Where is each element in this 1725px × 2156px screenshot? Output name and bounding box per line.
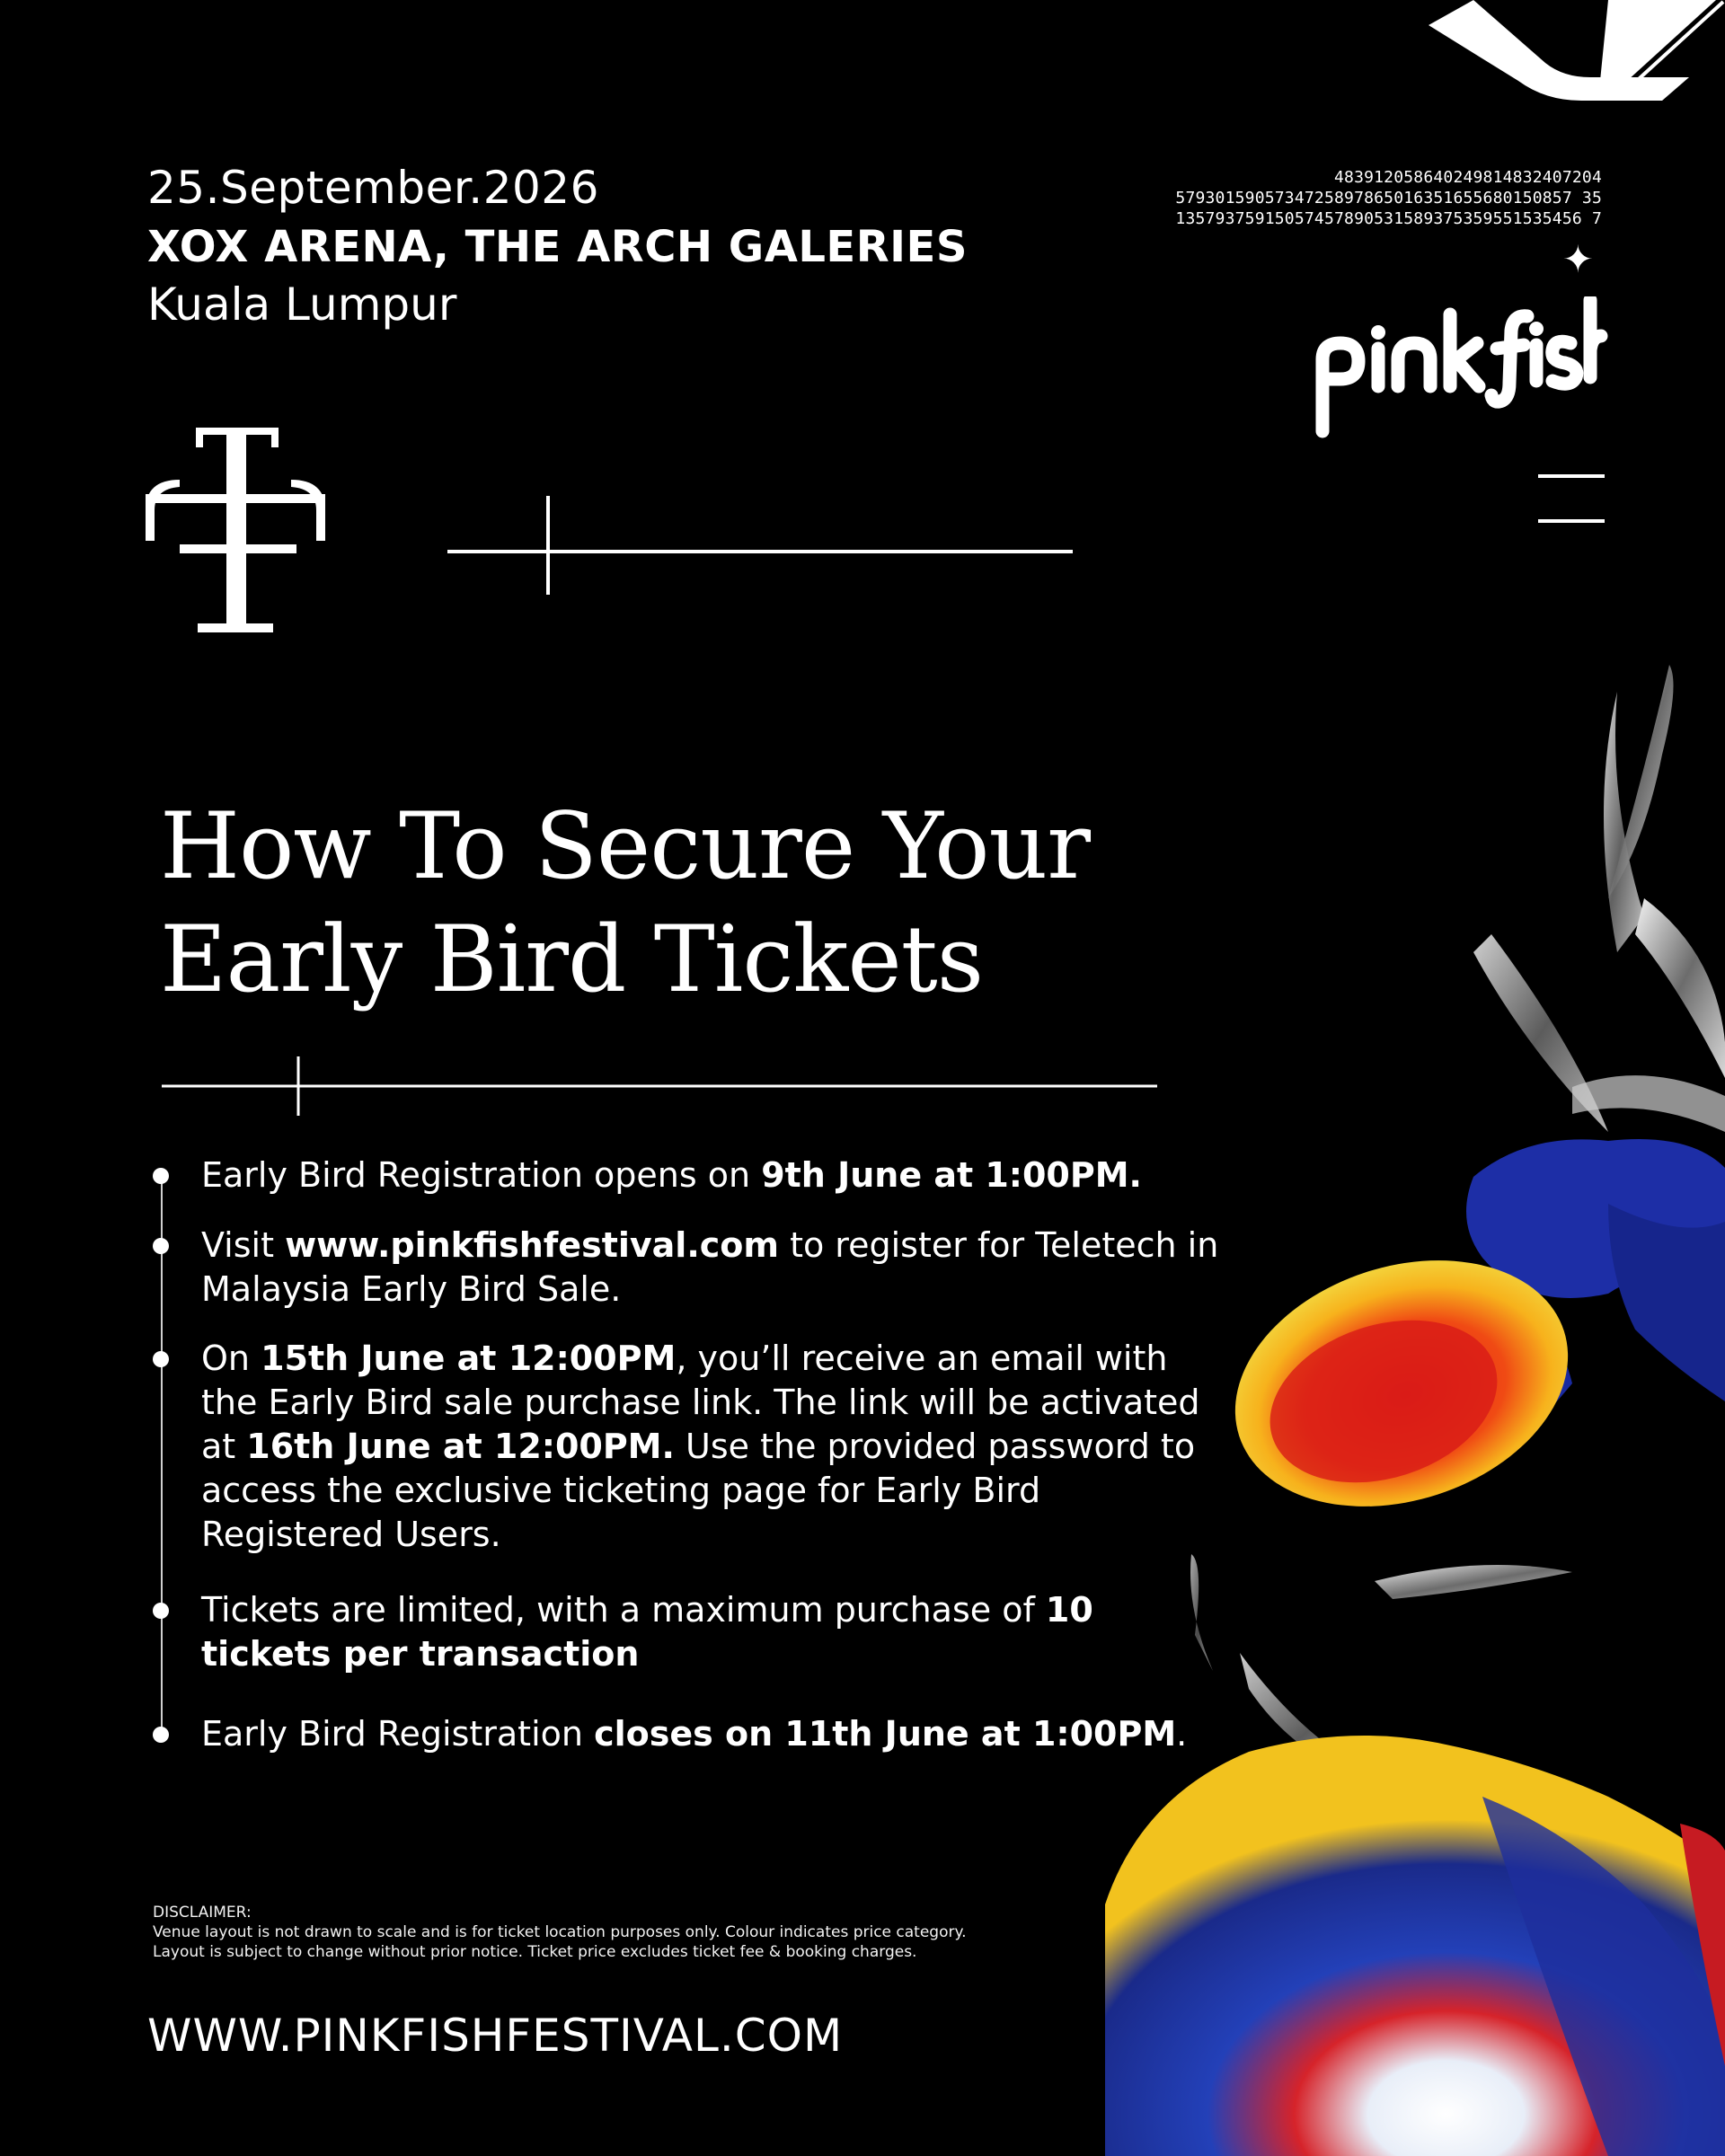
bullet-dot bbox=[153, 1238, 169, 1254]
divider-line bbox=[162, 1053, 1159, 1119]
emphasis-text: 10 tickets per transaction bbox=[201, 1590, 1093, 1674]
step-text: Tickets are limited, with a maximum purchase of 10 tickets per transaction bbox=[201, 1590, 1093, 1674]
emphasis-text: www.pinkfishfestival.com bbox=[285, 1225, 779, 1265]
emphasis-text: 16th June at 12:00PM. bbox=[246, 1427, 675, 1466]
code-line: 13579375915057457890531589375359551535456 7 bbox=[1175, 209, 1602, 228]
bullet-dot bbox=[153, 1603, 169, 1619]
code-line: 48391205864024981483240​7204 bbox=[1334, 168, 1602, 187]
sparkle-icon: ✦ bbox=[1561, 237, 1594, 281]
emphasis-text: 15th June at 12:00PM bbox=[261, 1339, 677, 1378]
headline bbox=[160, 791, 1090, 1017]
disclaimer-line: Venue layout is not drawn to scale and is for ticket location purposes only. Colour indicates price category. bbox=[153, 1923, 967, 1941]
timeline-line bbox=[161, 1173, 163, 1737]
bullet-dot bbox=[153, 1351, 169, 1367]
headline-line-1: How To Secure Your bbox=[160, 793, 1090, 900]
step-text: On 15th June at 12:00PM, you’ll receive an email with the Early Bird sale purchase link. The link will be activated at 16th June at 12:00PM. Use the provided password to access the exclusive ticketing page for Early Bird Registered Users. bbox=[201, 1339, 1200, 1554]
bullet-dot bbox=[153, 1168, 169, 1184]
website-link[interactable]: WWW.PINKFISHFESTIVAL.COM bbox=[147, 2010, 844, 2062]
step-text: Visit www.pinkfishfestival.com to register for Teletech in Malaysia Early Bird Sale. bbox=[201, 1225, 1219, 1309]
corner-arrow-graphic bbox=[1420, 0, 1725, 101]
headline-line-2: Early Bird Tickets bbox=[160, 906, 984, 1013]
step-text: Early Bird Registration opens on 9th June at 1:00PM. bbox=[201, 1155, 1142, 1195]
disclaimer-line: Layout is subject to change without prior notice. Ticket price excludes ticket fee & booking charges. bbox=[153, 1943, 917, 1961]
menu-icon[interactable] bbox=[1538, 473, 1605, 525]
event-city: Kuala Lumpur bbox=[147, 278, 457, 331]
step-text: Early Bird Registration closes on 11th June at 1:00PM. bbox=[201, 1714, 1188, 1754]
disclaimer bbox=[153, 1903, 967, 1962]
sculpture-artwork bbox=[1105, 665, 1725, 2156]
bullet-dot bbox=[153, 1727, 169, 1743]
event-date: 25.September.2026 bbox=[147, 162, 599, 214]
divider-line bbox=[447, 494, 1076, 598]
pinkfish-logo bbox=[1312, 296, 1608, 440]
tf-monogram-logo bbox=[144, 424, 332, 640]
emphasis-text: 9th June at 1:00PM. bbox=[761, 1155, 1142, 1195]
number-code-block bbox=[1175, 167, 1602, 229]
code-line: 5793015905734725897865016351655680150857 35 bbox=[1175, 189, 1602, 208]
disclaimer-title: DISCLAIMER: bbox=[153, 1904, 252, 1922]
event-venue: XOX ARENA, THE ARCH GALERIES bbox=[147, 222, 968, 272]
emphasis-text: closes on 11th June at 1:00PM bbox=[594, 1714, 1177, 1754]
